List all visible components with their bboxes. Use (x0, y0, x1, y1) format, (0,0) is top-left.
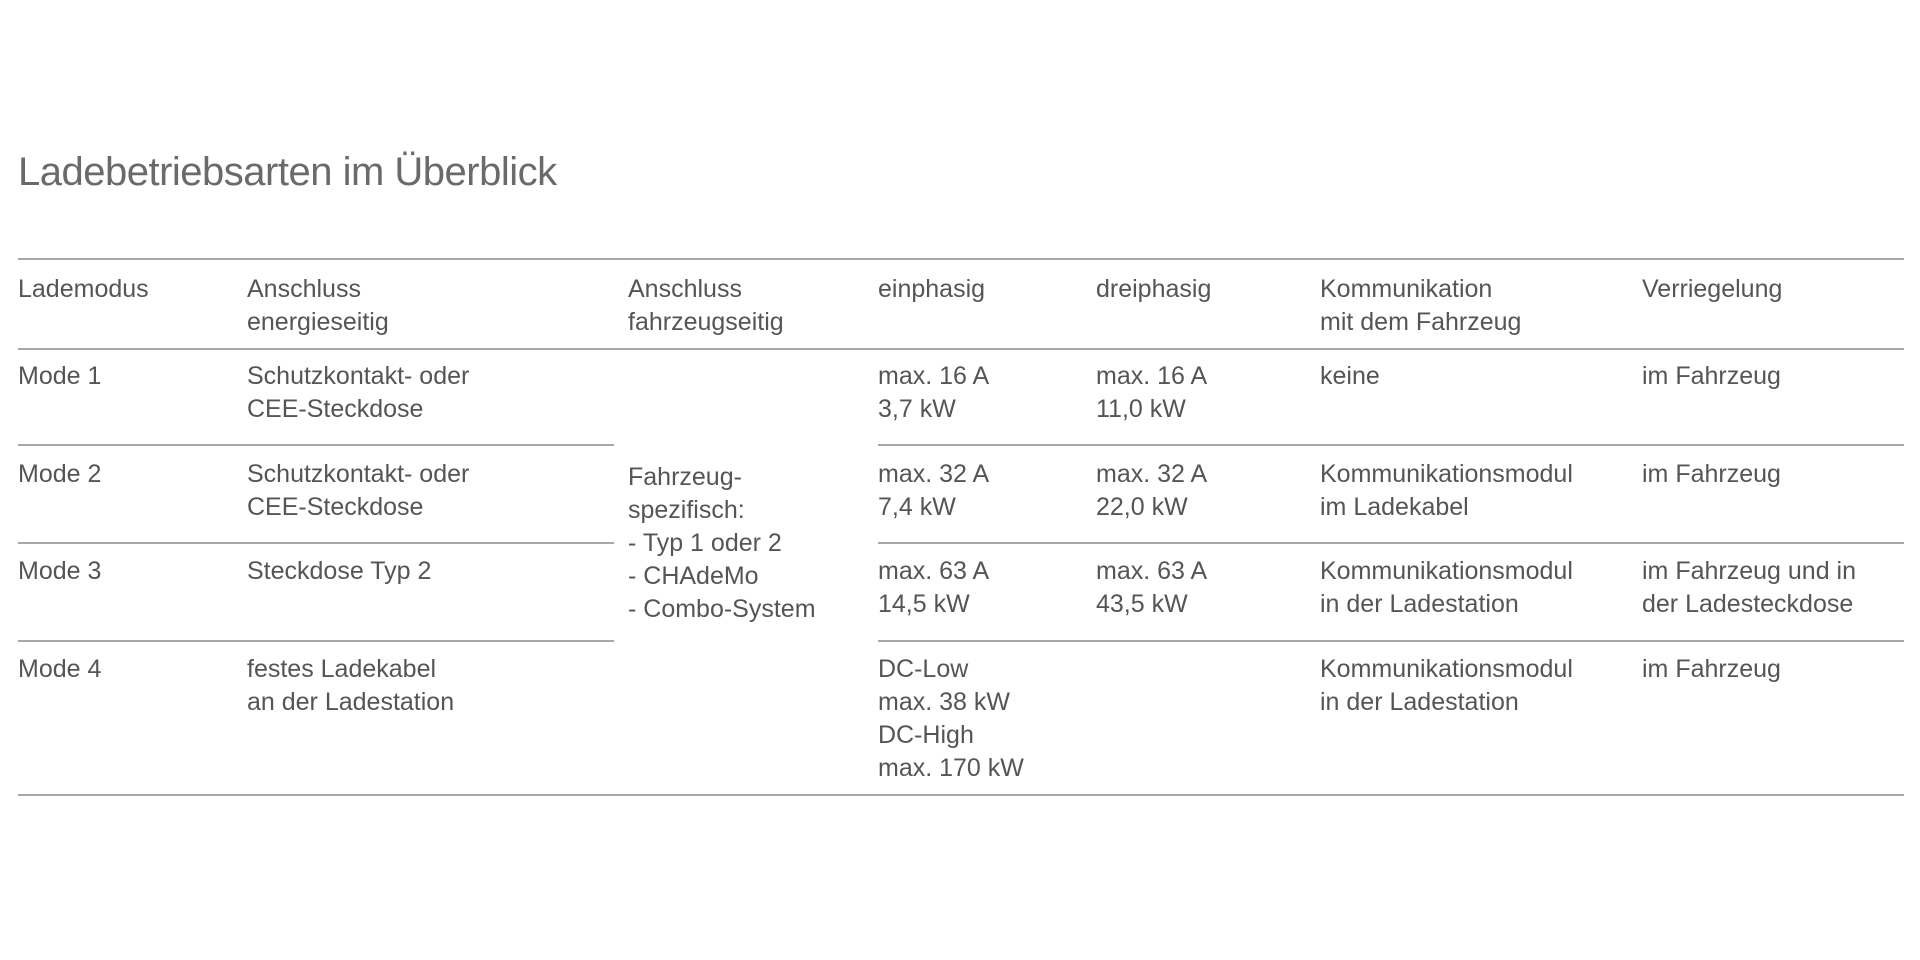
header-kommunikation: Kommunikation mit dem Fahrzeug (1320, 275, 1522, 336)
row1-mode: Mode 1 (18, 362, 102, 390)
row2-mode: Mode 2 (18, 460, 102, 488)
row4-single: DC-Low max. 38 kW DC-High max. 170 kW (878, 655, 1024, 782)
row1-three: max. 16 A 11,0 kW (1096, 362, 1208, 423)
row3-three: max. 63 A 43,5 kW (1096, 557, 1208, 618)
vehicle-side-merged-cell: Fahrzeug- spezifisch: - Typ 1 oder 2 - CHAdeMo - Combo-System (628, 463, 816, 623)
row2-single: max. 32 A 7,4 kW (878, 460, 990, 521)
row2-three: max. 32 A 22,0 kW (1096, 460, 1208, 521)
header-verriegelung: Verriegelung (1642, 275, 1783, 303)
row1-lock: im Fahrzeug (1642, 362, 1781, 390)
row3-single: max. 63 A 14,5 kW (878, 557, 990, 618)
row-divider-3-right (878, 640, 1904, 642)
header-lademodus: Lademodus (18, 275, 149, 303)
row3-lock: im Fahrzeug und in der Ladesteckdose (1642, 557, 1857, 618)
header-anschluss-fahrzeugseitig: Anschluss fahrzeugseitig (628, 275, 784, 336)
row1-comm: keine (1320, 362, 1380, 390)
header-divider (18, 348, 1904, 350)
table-top-rule (18, 258, 1904, 260)
row4-energy: festes Ladekabel an der Ladestation (247, 655, 455, 716)
row-divider-1-right (878, 444, 1904, 446)
row4-mode: Mode 4 (18, 655, 102, 683)
row4-lock: im Fahrzeug (1642, 655, 1781, 683)
header-anschluss-energieseitig: Anschluss energieseitig (247, 275, 389, 336)
page-title: Ladebetriebsarten im Überblick (18, 150, 557, 194)
row3-mode: Mode 3 (18, 557, 102, 585)
row-divider-2-right (878, 542, 1904, 544)
row3-comm: Kommunikationsmodul in der Ladestation (1320, 557, 1573, 618)
row2-energy: Schutzkontakt- oder CEE-Steckdose (247, 460, 470, 521)
row1-energy: Schutzkontakt- oder CEE-Steckdose (247, 362, 470, 423)
row2-comm: Kommunikationsmodul im Ladekabel (1320, 460, 1573, 521)
table-bottom-rule (18, 794, 1904, 796)
row-divider-1-left (18, 444, 614, 446)
header-dreiphasig: dreiphasig (1096, 275, 1212, 303)
row2-lock: im Fahrzeug (1642, 460, 1781, 488)
row-divider-2-left (18, 542, 614, 544)
row3-energy: Steckdose Typ 2 (247, 557, 432, 585)
row4-comm: Kommunikationsmodul in der Ladestation (1320, 655, 1573, 716)
header-einphasig: einphasig (878, 275, 986, 303)
row1-single: max. 16 A 3,7 kW (878, 362, 990, 423)
row-divider-3-left (18, 640, 614, 642)
